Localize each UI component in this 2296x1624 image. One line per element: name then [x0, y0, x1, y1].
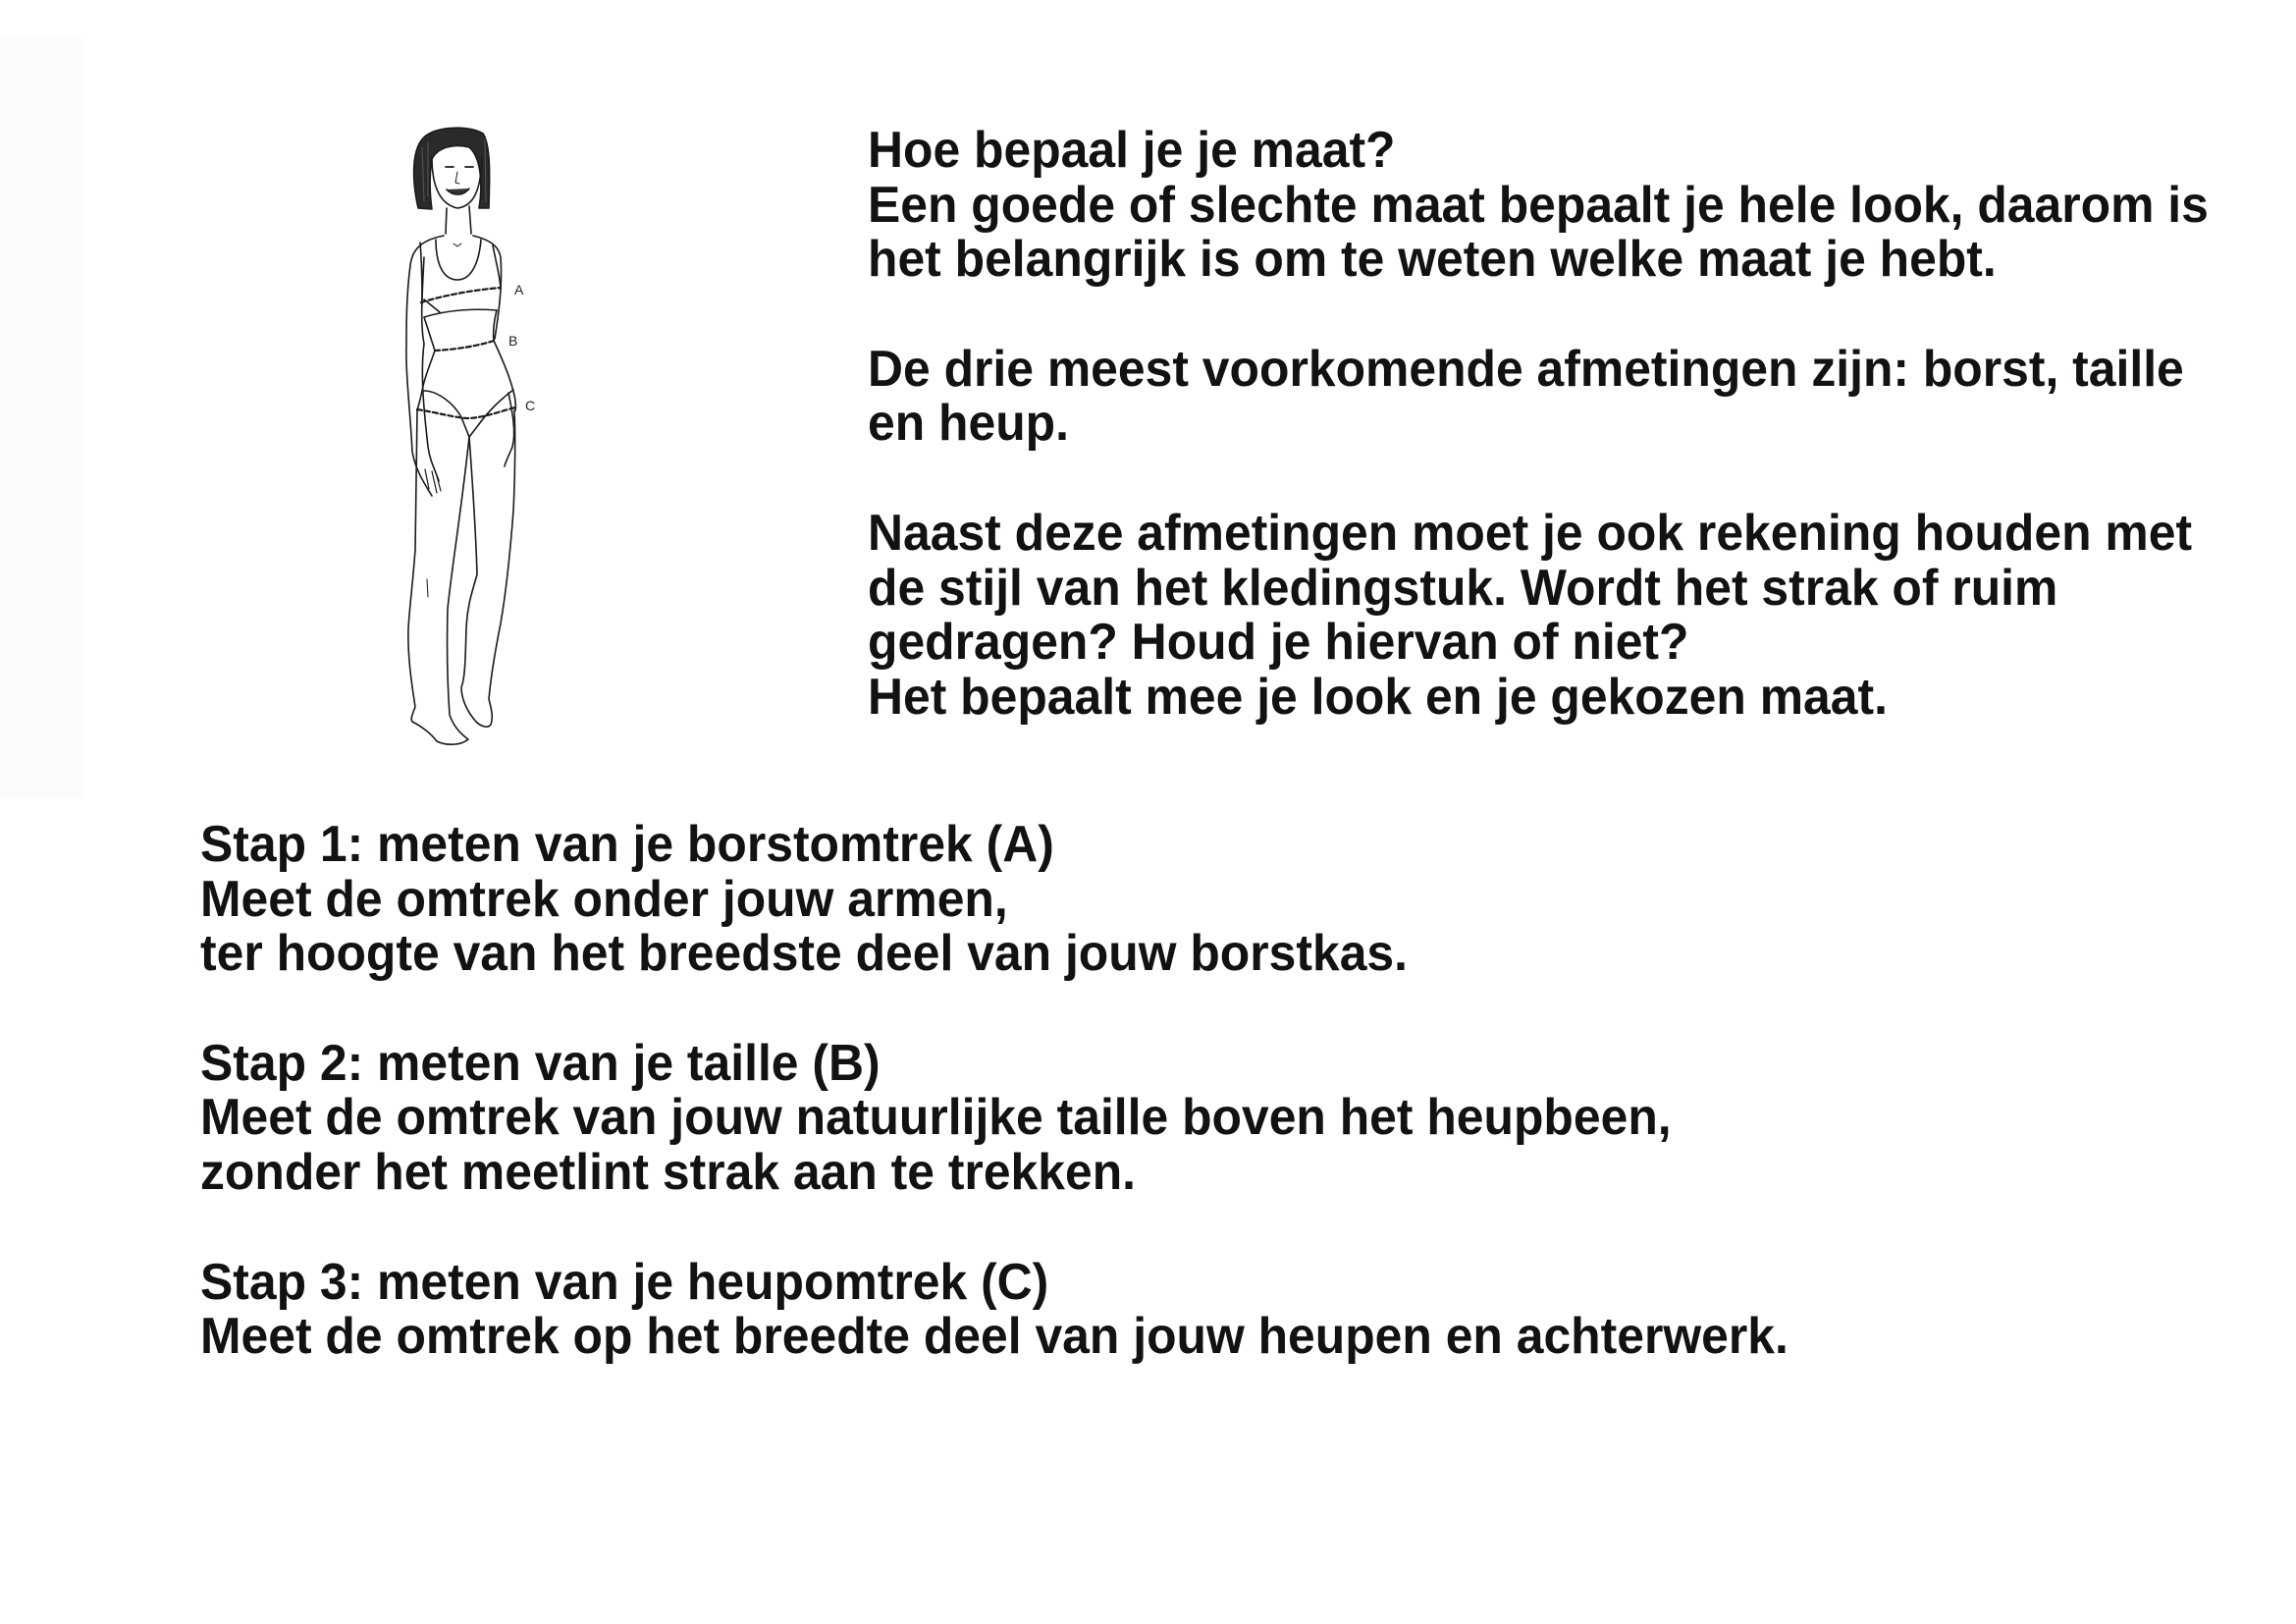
intro-text: [868, 124, 2209, 726]
intro-p1-line: het belangrijk is om te weten welke maat je hebt.: [868, 231, 1997, 289]
intro-p2-line: De drie meest voorkomende afmetingen zijn: borst, taille: [868, 340, 2184, 398]
paragraph-gap: [868, 452, 2209, 507]
hair-shape: [414, 128, 490, 209]
intro-p3-line: Het bepaalt mee je look en je gekozen maat.: [868, 668, 1888, 726]
label-c: C: [525, 398, 536, 413]
intro-p3-line: gedragen? Houd je hiervan of niet?: [868, 614, 1689, 672]
step-3-heading: Stap 3: meten van je heupomtrek (C): [200, 1253, 1049, 1311]
step-2-line: zonder het meetlint strak aan te trekken.: [200, 1144, 1137, 1202]
side-panel: [0, 37, 83, 798]
left-arm: [406, 236, 444, 496]
right-arm: [473, 236, 502, 339]
bra-band: [424, 309, 497, 317]
step-1-heading: Stap 1: meten van je borstomtrek (A): [200, 816, 1054, 873]
paragraph-gap: [200, 1201, 1789, 1256]
step-1-line: ter hoogte van het breedste deel van jouw borstkas.: [200, 925, 1409, 983]
measure-line-c: [417, 407, 515, 418]
paragraph-gap: [200, 982, 1789, 1037]
intro-title: Hoe bepaal je je maat?: [868, 122, 1396, 179]
body-measurement-illustration: [373, 118, 550, 756]
intro-p2-line: en heup.: [868, 395, 1069, 453]
woman-figure-icon: [373, 118, 550, 756]
step-2-line: Meet de omtrek van jouw natuurlijke taille boven het heupbeen,: [200, 1089, 1672, 1147]
measure-line-b: [435, 341, 494, 351]
label-b: B: [508, 333, 518, 349]
intro-p3-line: de stijl van het kledingstuk. Wordt het strak of ruim: [868, 559, 2058, 617]
measure-line-a: [421, 288, 501, 302]
step-3-line: Meet de omtrek op het breedte deel van jouw heupen en achterwerk.: [200, 1308, 1789, 1366]
paragraph-gap: [868, 288, 2209, 343]
step-1-line: Meet de omtrek onder jouw armen,: [200, 870, 1008, 928]
measurement-steps: [200, 818, 1789, 1365]
label-a: A: [514, 282, 524, 298]
intro-p3-line: Naast deze afmetingen moet je ook rekening houden met: [868, 504, 2193, 562]
left-leg: [408, 410, 469, 744]
step-2-heading: Stap 2: meten van je taille (B): [200, 1034, 881, 1092]
intro-p1-line: Een goede of slechte maat bepaalt je hele look, daarom is: [868, 176, 2209, 234]
